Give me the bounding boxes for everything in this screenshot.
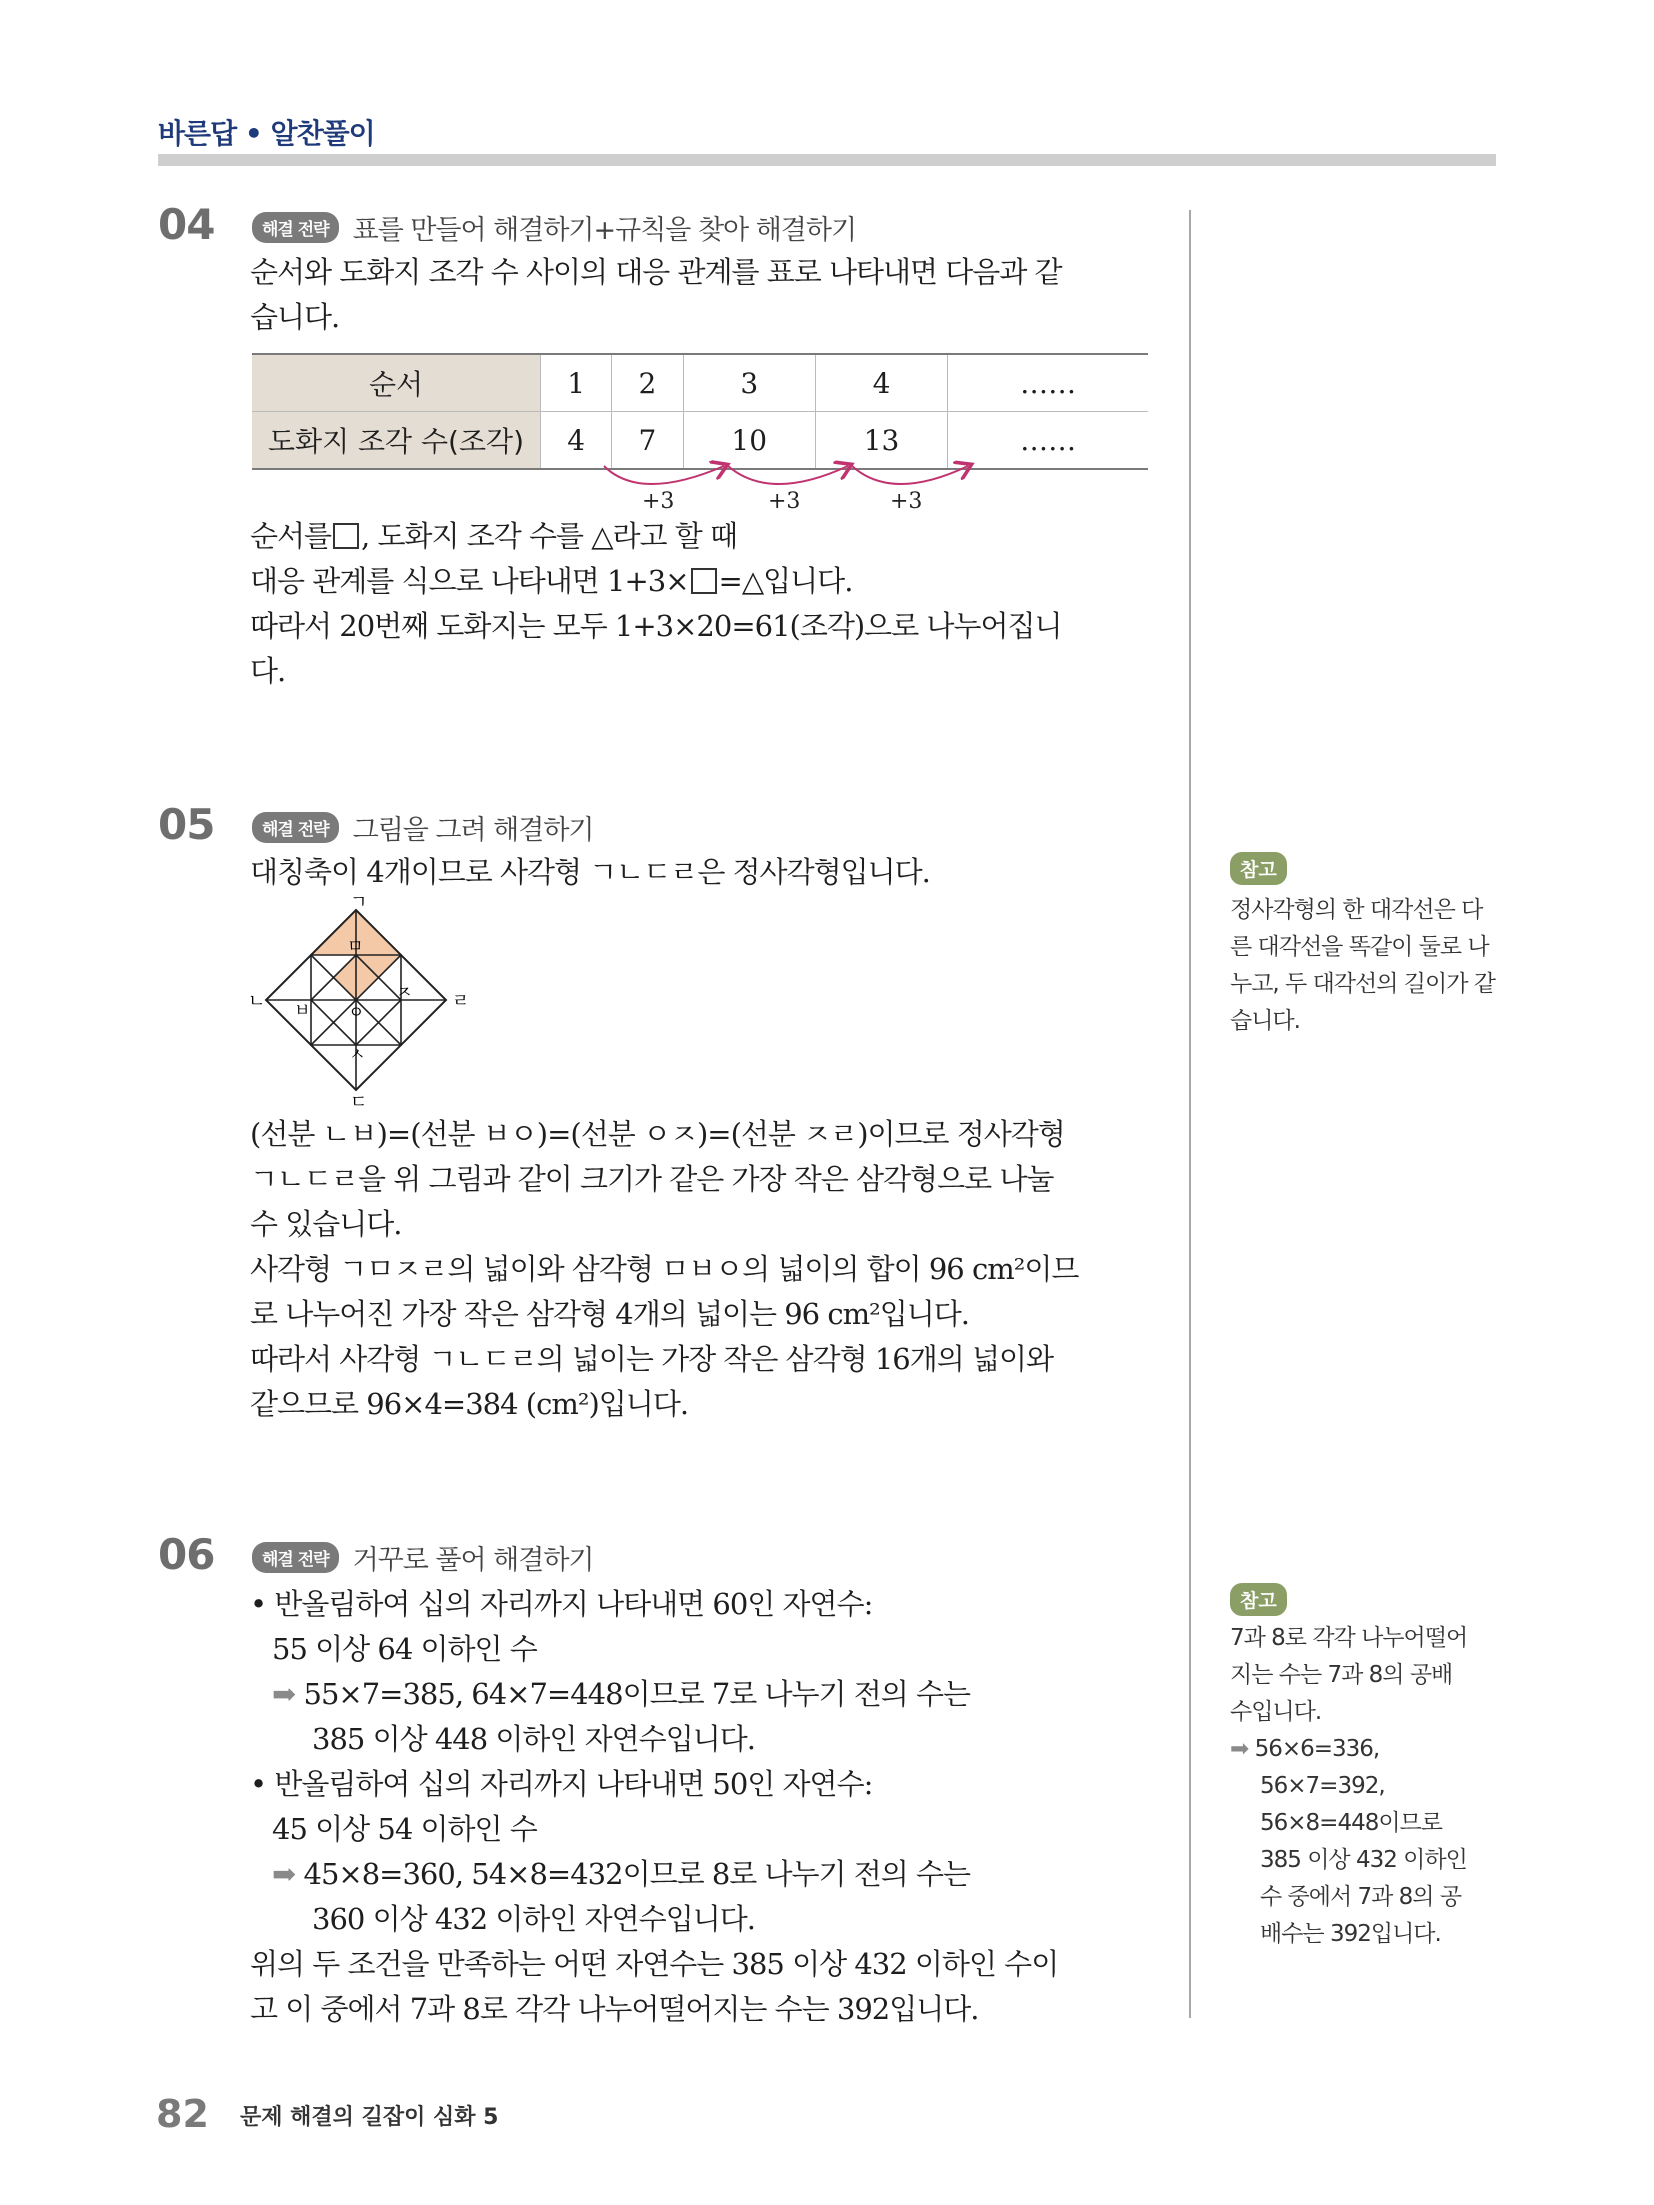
strategy-06 — [252, 1538, 594, 1577]
strategy-05 — [252, 808, 594, 847]
p05-line-5: 로 나누어진 가장 작은 삼각형 4개의 넓이는 96 cm²입니다. — [250, 1297, 969, 1331]
p05-line-4: 사각형 ㄱㅁㅈㄹ의 넓이와 삼각형 ㅁㅂㅇ의 넓이의 합이 96 cm²이므 — [250, 1252, 1079, 1286]
strategy-badge: 해결 전략 — [252, 1542, 339, 1573]
correspondence-table — [252, 353, 1148, 470]
p05-intro: 대칭축이 4개이므로 사각형 ㄱㄴㄷㄹ은 정사각형입니다. — [250, 855, 930, 889]
arrow-right-icon: ➡ — [272, 1857, 296, 1891]
note-06-line: 56×7=392, — [1260, 1773, 1385, 1799]
square-symbol — [333, 523, 359, 549]
table-cell: 2 — [612, 354, 683, 412]
note-06-line: 7과 8로 각각 나누어떨어 — [1230, 1625, 1468, 1651]
problem-number-06: 06 — [158, 1530, 215, 1579]
note-06 — [1230, 1620, 1500, 1953]
arrow-right-icon: ➡ — [1230, 1736, 1249, 1762]
note-06-line: 배수는 392입니다. — [1260, 1921, 1441, 1947]
note-06-line: 수 중에서 7과 8의 공 — [1260, 1884, 1462, 1910]
p04-line-2 — [250, 559, 852, 600]
p06-bullet-1a: 55 이상 64 이하인 수 — [272, 1632, 537, 1666]
p06-bullet-2: • 반올림하여 십의 자리까지 나타내면 50인 자연수: — [250, 1767, 873, 1801]
p04-line-2a: 대응 관계를 식으로 나타내면 1+3× — [250, 564, 689, 598]
strategy-text: 거꾸로 풀어 해결하기 — [352, 1545, 594, 1576]
table-header-order: 순서 — [252, 354, 541, 412]
note-06-line: 수입니다. — [1230, 1699, 1322, 1725]
square-diagram — [248, 892, 470, 1113]
p04-line-4: 다. — [250, 654, 286, 688]
label-d: ㄷ — [350, 1092, 368, 1113]
problem-number-04: 04 — [158, 200, 215, 249]
p06-bullet-2b — [272, 1852, 970, 1893]
strategy-04 — [252, 208, 856, 247]
note-05: 정사각형의 한 대각선은 다른 대각선을 똑같이 둘로 나누고, 두 대각선의 길이가 같습니다. — [1230, 897, 1495, 1034]
increment-arrow-3 — [852, 466, 968, 484]
increment-label-1: +3 — [642, 489, 675, 514]
note-06-line: 385 이상 432 이하인 — [1260, 1847, 1467, 1873]
square-symbol — [691, 568, 717, 594]
increment-arrow-1 — [604, 466, 724, 484]
arrow-right-icon: ➡ — [272, 1677, 296, 1711]
label-r: ㄹ — [452, 991, 470, 1012]
page-number: 82 — [156, 2092, 209, 2136]
increment-label-2: +3 — [768, 489, 801, 514]
column-divider — [1189, 210, 1191, 2018]
note-badge-05: 참고 — [1230, 852, 1287, 885]
p06-conclusion-2: 고 이 중에서 7과 8로 각각 나누어떨어지는 수는 392입니다. — [250, 1992, 979, 2026]
header-title: 바른답 • 알찬풀이 — [158, 117, 375, 150]
note-06-line — [1230, 1731, 1500, 1768]
p06-bullet-1c: 385 이상 448 이하인 자연수입니다. — [312, 1722, 755, 1756]
p06-bullet-1b — [272, 1672, 970, 1713]
p06-bullet-1: • 반올림하여 십의 자리까지 나타내면 60인 자연수: — [250, 1587, 873, 1621]
strategy-badge: 해결 전략 — [252, 812, 339, 843]
table-cell: 4 — [541, 412, 612, 470]
book-title: 문제 해결의 길잡이 심화 5 — [240, 2105, 499, 2130]
increment-arrow-2 — [728, 466, 848, 484]
strategy-text: 표를 만들어 해결하기+규칙을 찾아 해결하기 — [352, 215, 857, 246]
label-g: ㄱ — [350, 892, 368, 913]
p06-bullet-2c: 360 이상 432 이하인 자연수입니다. — [312, 1902, 755, 1936]
strategy-badge: 해결 전략 — [252, 212, 339, 243]
p04-line-2b: =△입니다. — [718, 564, 853, 598]
p05-line-1: (선분 ㄴㅂ)=(선분 ㅂㅇ)=(선분 ㅇㅈ)=(선분 ㅈㄹ)이므로 정사각형 — [250, 1117, 1065, 1151]
p04-line-1a: 순서를 — [250, 519, 332, 553]
p04-intro-2: 습니다. — [250, 300, 340, 334]
p06-bullet-1b-text: 55×7=385, 64×7=448이므로 7로 나누기 전의 수는 — [303, 1677, 971, 1711]
label-s: ㅅ — [349, 1045, 366, 1065]
label-j: ㅈ — [396, 983, 413, 1003]
table-cell: 1 — [541, 354, 612, 412]
table-row — [252, 412, 1148, 470]
note-06-line: 56×8=448이므로 — [1260, 1810, 1442, 1836]
p05-line-6: 따라서 사각형 ㄱㄴㄷㄹ의 넓이는 가장 작은 삼각형 16개의 넓이와 — [250, 1342, 1054, 1376]
header-bar — [158, 154, 1496, 166]
increment-label-3: +3 — [890, 489, 923, 514]
table-header-pieces: 도화지 조각 수(조각) — [252, 412, 541, 470]
table-cell: 3 — [683, 354, 815, 412]
p05-line-3: 수 있습니다. — [250, 1207, 402, 1241]
p06-conclusion-1: 위의 두 조건을 만족하는 어떤 자연수는 385 이상 432 이하인 수이 — [250, 1947, 1059, 1981]
label-m: ㅁ — [347, 937, 364, 957]
p04-line-3: 따라서 20번째 도화지는 모두 1+3×20=61(조각)으로 나누어집니 — [250, 609, 1062, 643]
label-n: ㄴ — [248, 991, 266, 1012]
label-b: ㅂ — [294, 1001, 311, 1021]
p04-intro-1: 순서와 도화지 조각 수 사이의 대응 관계를 표로 나타내면 다음과 같 — [250, 255, 1062, 289]
note-badge-06: 참고 — [1230, 1583, 1287, 1616]
shaded-region — [334, 955, 357, 1000]
table-cell: 4 — [815, 354, 947, 412]
table-cell: 13 — [815, 412, 947, 470]
table-cell: 10 — [683, 412, 815, 470]
p04-line-1 — [250, 514, 737, 555]
p05-line-7: 같으므로 96×4=384 (cm²)입니다. — [250, 1387, 689, 1421]
p06-bullet-2a: 45 이상 54 이하인 수 — [272, 1812, 537, 1846]
problem-number-05: 05 — [158, 800, 215, 849]
p05-line-2: ㄱㄴㄷㄹ을 위 그림과 같이 크기가 같은 가장 작은 삼각형으로 나눌 — [250, 1162, 1054, 1196]
table-row — [252, 354, 1148, 412]
p06-bullet-2b-text: 45×8=360, 54×8=432이므로 8로 나누기 전의 수는 — [303, 1857, 971, 1891]
increment-arrows — [560, 462, 980, 522]
strategy-text: 그림을 그려 해결하기 — [352, 815, 594, 846]
table-cell: 7 — [612, 412, 683, 470]
label-o: ㅇ — [348, 1003, 365, 1023]
note-06-calc: 56×6=336, — [1254, 1736, 1380, 1762]
table-cell: …… — [948, 412, 1148, 470]
p04-line-1b: , 도화지 조각 수를 △라고 할 때 — [361, 519, 738, 553]
note-06-line: 지는 수는 7과 8의 공배 — [1230, 1662, 1453, 1688]
table-cell: …… — [948, 354, 1148, 412]
